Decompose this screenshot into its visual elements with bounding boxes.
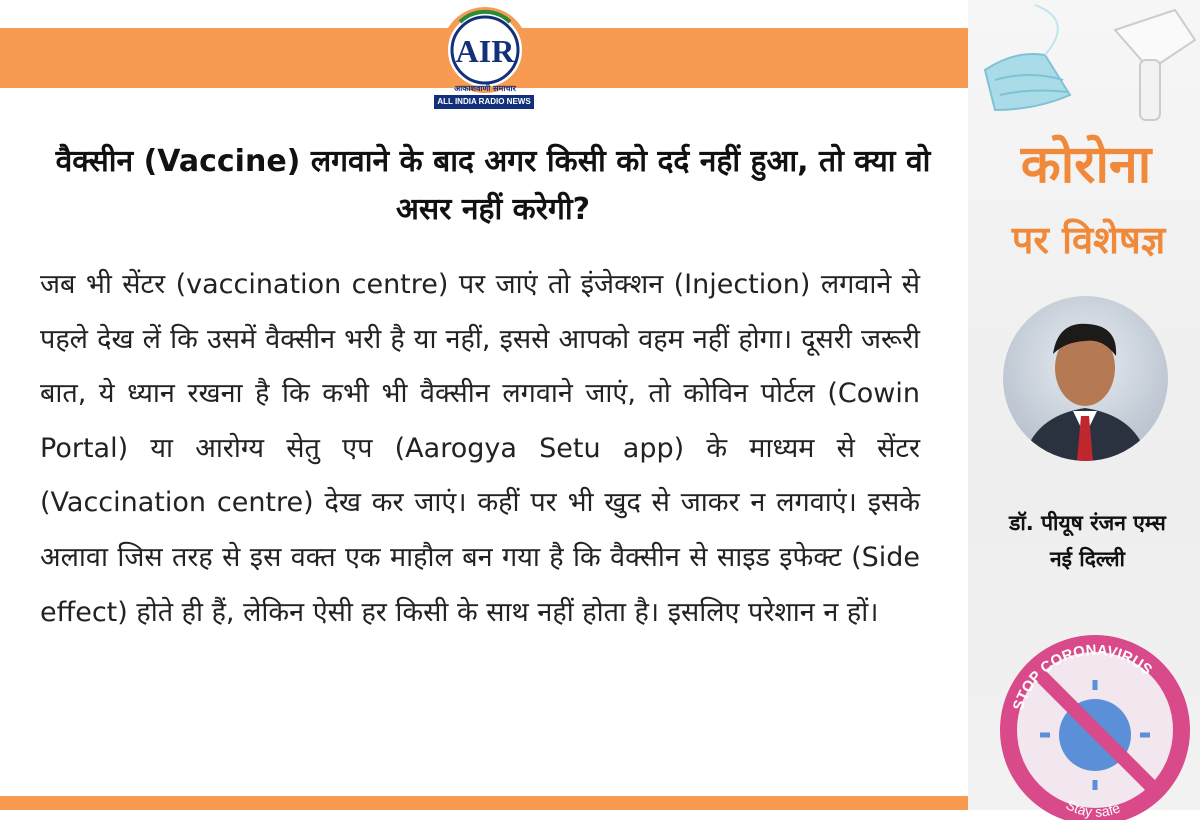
badge-top-text: STOP CORONAVIRUS	[1009, 641, 1156, 713]
logo-english-name: ALL INDIA RADIO NEWS	[434, 95, 534, 109]
bottom-orange-banner	[0, 796, 968, 810]
doctor-location: नई दिल्ली	[1049, 547, 1125, 571]
doctor-name	[980, 505, 1195, 577]
doctor-avatar	[1003, 296, 1168, 461]
doctor-portrait-icon	[1003, 296, 1168, 461]
stop-coronavirus-icon	[985, 620, 1200, 820]
doctor-name-line1: डॉ. पीयूष रंजन एम्स	[1009, 511, 1166, 535]
article-body: जब भी सेंटर (vaccination centre) पर जाएं तो इंजेक्शन (Injection) लगवाने से पहले देख लें कि उसमें वैक्सीन भरी है या नहीं, इससे आपको वहम नहीं होगा। दूसरी जरूरी बात, ये ध्यान रखना है कि कभी भी वैक्सीन लगवाने जाएं, तो कोविन पोर्टल (Cowin Portal) या आरोग्य सेतु एप (Aarogya Setu app) के माध्यम से सेंटर (Vaccination centre) देख कर जाएं। कहीं पर भी खुद से जाकर न लगवाएं। इसके अलावा जिस तरह से इस वक्त एक माहौल बन गया है कि वैक्सीन से साइड इफेक्ट (Side effect) होते ही हैं, लेकिन ऐसी हर किसी के साथ नहीं होता है। इसलिए परेशान न हों।	[40, 269, 920, 628]
article-headline: वैक्सीन (Vaccine) लगवाने के बाद अगर किसी को दर्द नहीं हुआ, तो क्या वो असर नहीं करेगी?	[55, 144, 931, 227]
sidebar-title-corona: कोरोना	[1020, 135, 1152, 195]
logo-emblem-text: AIR	[455, 33, 515, 69]
mask-thermometer-icon	[975, 0, 1200, 130]
badge-bottom-text: Stay safe	[1063, 796, 1123, 820]
logo-hindi-name: आकाशवाणी समाचार	[454, 84, 516, 93]
sidebar-title-expert: पर विशेषज्ञ	[1011, 218, 1166, 262]
